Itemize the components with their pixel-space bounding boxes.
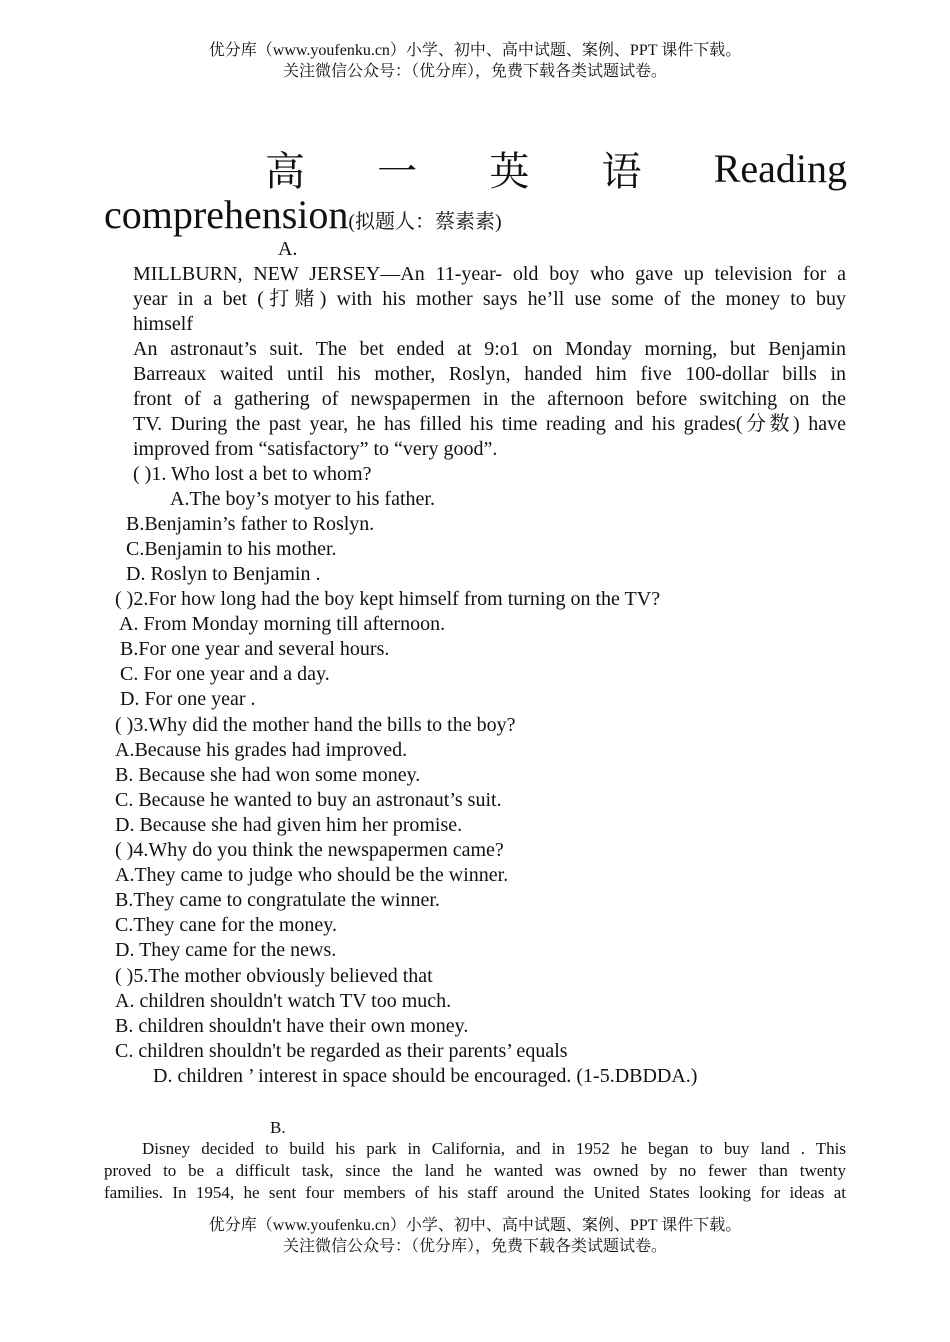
question-2-option-d: D. For one year . [120,688,256,710]
title-char-2: 一 [377,148,418,194]
question-2-option-c: C. For one year and a day. [120,663,330,685]
question-5-option-b: B. children shouldn't have their own money. [115,1015,469,1037]
paragraph-line: MILLBURN, NEW JERSEY—An 11-year- old boy who gave up television for a [133,263,846,285]
question-2-stem: ( )2.For how long had the boy kept himself from turning on the TV? [115,588,661,610]
question-3-stem: ( )3.Why did the mother hand the bills to the boy? [115,714,516,736]
question-1-stem: ( )1. Who lost a bet to whom? [133,463,372,485]
paragraph-line: proved to be a difficult task, since the land he wanted was owned by no fewer than twenty [104,1161,846,1180]
section-a-paragraph-2 [133,337,846,462]
question-5-option-a: A. children shouldn't watch TV too much. [115,990,452,1012]
question-1-option-b: B.Benjamin’s father to Roslyn. [126,513,375,535]
question-5-option-d: D. children ’ interest in space should be encouraged. (1-5.DBDDA.) [153,1065,698,1087]
section-b-label: B. [270,1118,286,1137]
title-word-comprehension: comprehension [104,192,349,237]
paragraph-line: Barreaux waited until his mother, Roslyn, handed him five 100-dollar bills in [133,363,846,385]
question-3-option-c: C. Because he wanted to buy an astronaut’s suit. [115,789,502,811]
title-char-3: 英 [489,148,530,194]
section-b-paragraph [104,1138,846,1204]
question-3-option-d: D. Because she had given him her promise. [115,814,463,836]
title-char-4: 语 [601,148,642,194]
paragraph-line: improved from “satisfactory” to “very good”. [133,438,498,460]
paragraph-line: An astronaut’s suit. The bet ended at 9:o1 on Monday morning, but Benjamin [133,338,846,360]
footer-line-2: 关注微信公众号：（优分库），免费下载各类试题试卷。 [282,1238,667,1255]
question-4-stem: ( )4.Why do you think the newspapermen came? [115,839,504,861]
question-3-option-a: A.Because his grades had improved. [115,739,408,761]
question-4-option-c: C.They cane for the money. [115,914,337,936]
paragraph-line: himself [133,313,193,335]
page-header [0,40,950,82]
footer-line-1: 优分库（www.youfenku.cn）小学、初中、高中试题、案例、PPT 课件下载。 [208,1217,742,1234]
title-char-1: 高 [265,148,305,194]
question-1-option-c: C.Benjamin to his mother. [126,538,337,560]
question-5-option-c: C. children shouldn't be regarded as their parents’ equals [115,1040,568,1062]
question-4-option-b: B.They came to congratulate the winner. [115,889,440,911]
page-footer [0,1215,950,1257]
section-a-label: A. [278,238,298,260]
header-line-2: 关注微信公众号：（优分库），免费下载各类试题试卷。 [282,63,667,80]
question-1-option-d: D. Roslyn to Benjamin . [126,563,321,585]
title-line-1 [265,143,847,193]
title-author: (拟题人：蔡素素) [348,211,502,233]
paragraph-line: families. In 1954, he sent four members of his staff around the United States looking for ideas at [104,1183,846,1202]
question-2-option-a: A. From Monday morning till afternoon. [119,613,446,635]
question-5-stem: ( )5.The mother obviously believed that [115,965,433,987]
question-2-option-b: B.For one year and several hours. [120,638,390,660]
question-3-option-b: B. Because she had won some money. [115,764,421,786]
paragraph-line: TV. During the past year, he has filled his time reading and his grades(分数) have [133,413,846,435]
question-4-option-a: A.They came to judge who should be the winner. [115,864,509,886]
paragraph-line: year in a bet (打赌) with his mother says he’ll use some of the money to buy [133,288,846,310]
title-word-reading: Reading [713,145,847,191]
title-line-2 [104,192,502,245]
paragraph-line: front of a gathering of newspapermen in the afternoon before switching on the [133,388,846,410]
header-line-1: 优分库（www.youfenku.cn）小学、初中、高中试题、案例、PPT 课件下载。 [208,42,742,59]
question-4-option-d: D. They came for the news. [115,939,337,961]
paragraph-line: Disney decided to build his park in California, and in 1952 he began to buy land . This [142,1139,846,1158]
question-1-option-a: A.The boy’s motyer to his father. [170,488,435,510]
section-a-paragraph-1 [133,262,846,337]
